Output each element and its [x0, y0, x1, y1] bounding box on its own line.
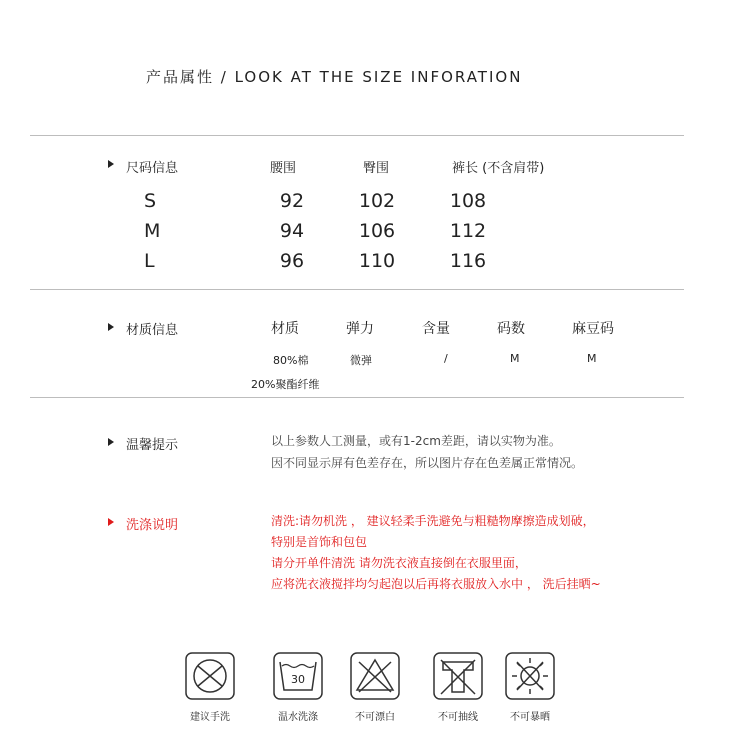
bullet-triangle-icon: [108, 160, 114, 168]
care-caption: 不可漂白: [355, 712, 395, 723]
material-value: 80%棉: [273, 354, 309, 367]
tip-line: 因不同显示屏有色差存在，所以图片存在色差属正常情况。: [271, 456, 584, 470]
waist-value: 96: [279, 250, 305, 272]
hip-value: 102: [358, 190, 396, 212]
header-size: 码数: [497, 321, 525, 337]
size-label: L: [144, 250, 155, 272]
no-sun-dry-icon: [505, 652, 555, 700]
header-elasticity: 弹力: [346, 321, 374, 337]
bullet-triangle-icon: [108, 518, 114, 526]
temp-label: 30: [291, 673, 305, 686]
care-caption: 不可抽线: [438, 712, 478, 723]
divider: [30, 397, 684, 398]
material-value: 20%聚酯纤维: [251, 378, 320, 391]
header-content: 含量: [422, 321, 450, 337]
length-value: 112: [449, 220, 487, 242]
material-section-label: 材质信息: [126, 323, 179, 338]
header-length: 裤长 (不含肩带): [452, 161, 545, 176]
hip-value: 110: [358, 250, 396, 272]
care-caption: 建议手洗: [190, 712, 230, 723]
care-caption: 温水洗涤: [278, 712, 318, 723]
care-caption: 不可暴晒: [510, 712, 550, 723]
header-hip: 臀围: [363, 161, 390, 176]
header-waist: 腰围: [270, 161, 297, 176]
waist-value: 94: [279, 220, 305, 242]
divider: [30, 289, 684, 290]
waist-value: 92: [279, 190, 305, 212]
wash-line: 特别是首饰和包包: [271, 535, 368, 549]
wash-line: 应将洗衣液搅拌均匀起泡以后再将衣服放入水中 ， 洗后挂晒~: [271, 577, 601, 591]
size-label: S: [144, 190, 157, 212]
page-title: 产品属性 / LOOK AT THE SIZE INFORATION: [146, 68, 523, 86]
no-tumble-icon: [433, 652, 483, 700]
size-section-label: 尺码信息: [126, 161, 179, 176]
elasticity-value: 微弹: [350, 354, 372, 367]
wash-line: 清洗:请勿机洗 ， 建议轻柔手洗避免与粗糙物摩擦造成划破，: [271, 514, 595, 528]
length-value: 108: [449, 190, 487, 212]
hip-value: 106: [358, 220, 396, 242]
water-temp-30-icon: [273, 652, 323, 700]
header-model-size: 麻豆码: [572, 321, 614, 337]
content-value: /: [444, 352, 448, 365]
bullet-triangle-icon: [108, 323, 114, 331]
wash-section-label: 洗涤说明: [126, 518, 179, 533]
tip-line: 以上参数人工测量，或有1-2cm差距，请以实物为准。: [271, 434, 561, 448]
size-label: M: [144, 220, 161, 242]
length-value: 116: [449, 250, 487, 272]
header-material: 材质: [271, 321, 299, 337]
bullet-triangle-icon: [108, 438, 114, 446]
divider: [30, 135, 684, 136]
model-size-value: M: [587, 352, 597, 365]
size-value: M: [510, 352, 520, 365]
wash-line: 请分开单件清洗 请勿洗衣液直接倒在衣服里面，: [271, 556, 527, 570]
tips-section-label: 温馨提示: [126, 438, 179, 453]
no-bleach-icon: [350, 652, 400, 700]
hand-wash-icon: [185, 652, 235, 700]
